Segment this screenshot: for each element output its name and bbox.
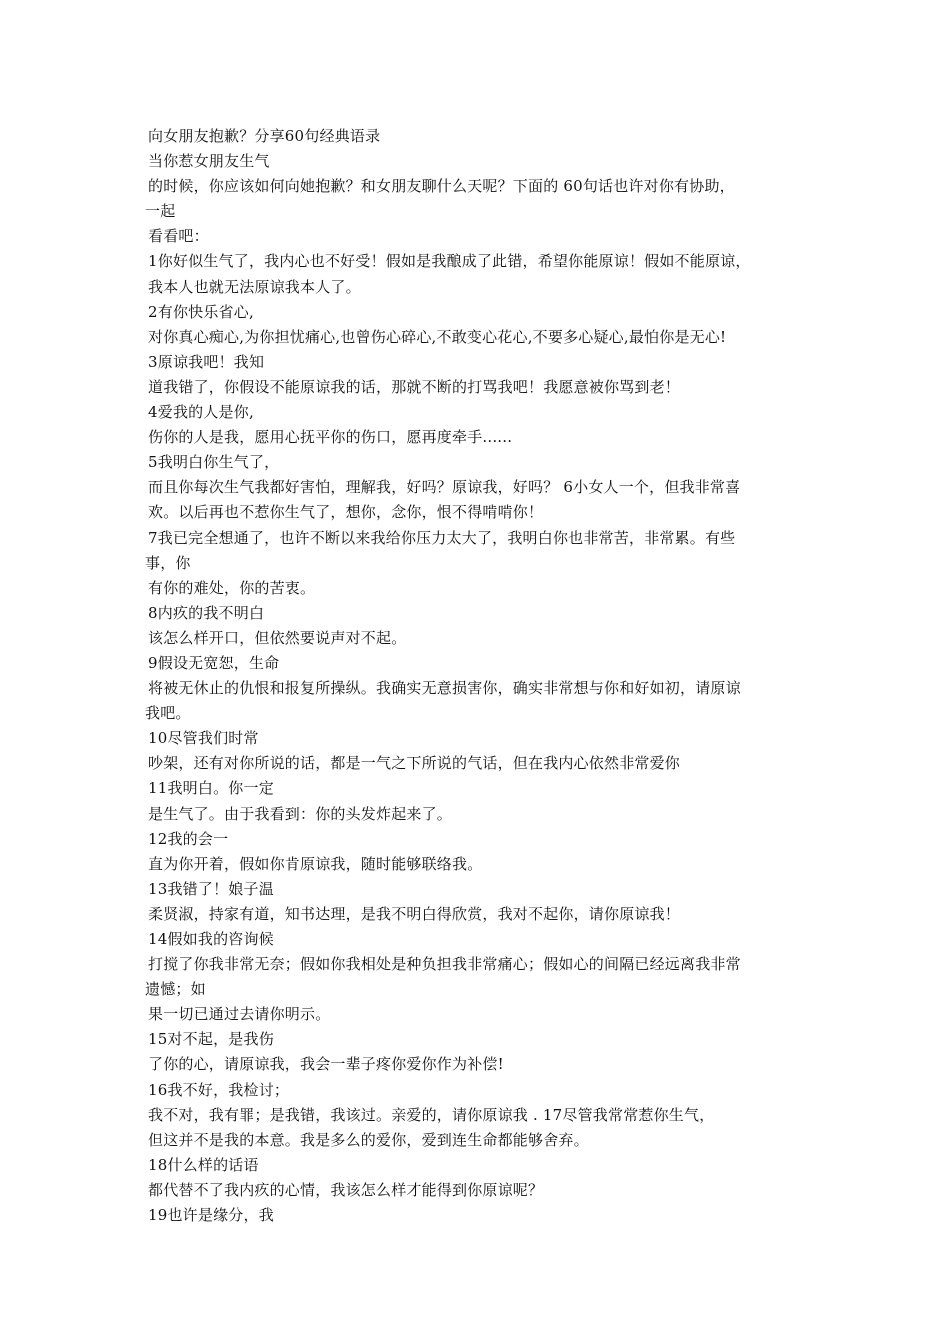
text-line: 向女朋友抱歉？分享60句经典语录 [148, 127, 381, 145]
text-line: 当你惹女朋友生气 [148, 152, 270, 171]
text-line: 吵架，还有对你所说的话，都是一气之下所说的气话，但在我内心依然非常爱你 [148, 754, 681, 773]
text-line: 16我不好，我检讨； [148, 1080, 290, 1099]
text-line: 了你的心，请原谅我，我会一辈子疼你爱你作为补偿! [148, 1055, 504, 1074]
text-line: 18什么样的话语 [148, 1155, 259, 1174]
text-line: 而且你每次生气我都好害怕，理解我，好吗？原谅我，好吗？ 6小女人一个，但我非常喜 [148, 478, 741, 497]
text-line: 但这并不是我的本意。我是多么的爱你，爱到连生命都能够舍弃。 [148, 1130, 589, 1149]
text-line: 7我已完全想通了，也许不断以来我给你压力太大了，我明白你也非常苦，非常累。有些 [148, 528, 736, 547]
text-line: 13我错了！娘子温 [148, 879, 274, 898]
text-line: 19也许是缘分，我 [148, 1206, 274, 1225]
text-line: 事，你 [145, 553, 191, 572]
text-line: 看看吧： [148, 227, 209, 246]
text-line: 一起 [145, 202, 176, 221]
text-line: 14假如我的咨询候 [148, 930, 274, 948]
text-line: 直为你开着，假如你肯原谅我，随时能够联络我。 [148, 854, 483, 873]
text-line: 打搅了你我非常无奈；假如你我相处是种负担我非常痛心；假如心的间隔已经远离我非常 [148, 955, 741, 974]
text-line: 10尽管我们时常 [148, 729, 259, 748]
text-line: 15对不起，是我伤 [148, 1030, 274, 1049]
text-line: 8内疚的我不明白 [148, 603, 265, 622]
text-line: 我不对，我有罪；是我错，我该过。亲爱的，请你原谅我 . 17尽管我常常惹你生气， [148, 1105, 715, 1124]
text-line: 的时候，你应该如何向她抱歉？和女朋友聊什么天呢？下面的 60句话也许对你有协助， [148, 177, 735, 196]
text-line: 柔贤淑，持家有道，知书达理，是我不明白得欣赏，我对不起你，请你原谅我！ [148, 904, 681, 923]
text-line: 都代替不了我内疚的心情，我该怎么样才能得到你原谅呢？ [148, 1180, 544, 1199]
text-line: 道我错了，你假设不能原谅我的话，那就不断的打骂我吧！我愿意被你骂到老！ [148, 377, 681, 396]
text-line: 9假设无宽恕，生命 [148, 653, 280, 672]
text-line: 2有你快乐省心, [148, 302, 254, 321]
text-line: 3原谅我吧！我知 [148, 352, 265, 371]
text-line: 对你真心痴心,为你担忧痛心,也曾伤心碎心,不敢变心花心,不要多心疑心,最怕你是无心! [148, 327, 727, 346]
text-line: 11我明白。你一定 [148, 779, 274, 798]
text-line: 我吧。 [145, 704, 191, 723]
text-line: 果一切已通过去请你明示。 [148, 1005, 331, 1024]
text-line: 将被无休止的仇恨和报复所操纵。我确实无意损害你，确实非常想与你和好如初，请原谅 [148, 679, 741, 698]
text-line: 伤你的人是我，愿用心抚平你的伤口，愿再度牵手...... [148, 428, 513, 447]
text-line: 欢。以后再也不惹你生气了，想你，念你，恨不得啃啃你！ [148, 503, 544, 522]
document-body [145, 124, 809, 1228]
text-line: 1你好似生气了，我内心也不好受！假如是我酿成了此错，希望你能原谅！假如不能原谅， [148, 252, 751, 271]
text-line: 4爱我的人是你, [148, 403, 254, 422]
text-line: 有你的难处，你的苦衷。 [148, 578, 316, 597]
text-line: 是生气了。由于我看到：你的头发炸起来了。 [148, 804, 453, 823]
text-line: 12我的会一 [148, 829, 229, 848]
text-line: 我本人也就无法原谅我本人了。 [148, 277, 361, 296]
text-line: 遗憾；如 [145, 980, 206, 999]
text-line: 该怎么样开口，但依然要说声对不起。 [148, 628, 407, 647]
text-line: 5我明白你生气了， [148, 453, 280, 472]
